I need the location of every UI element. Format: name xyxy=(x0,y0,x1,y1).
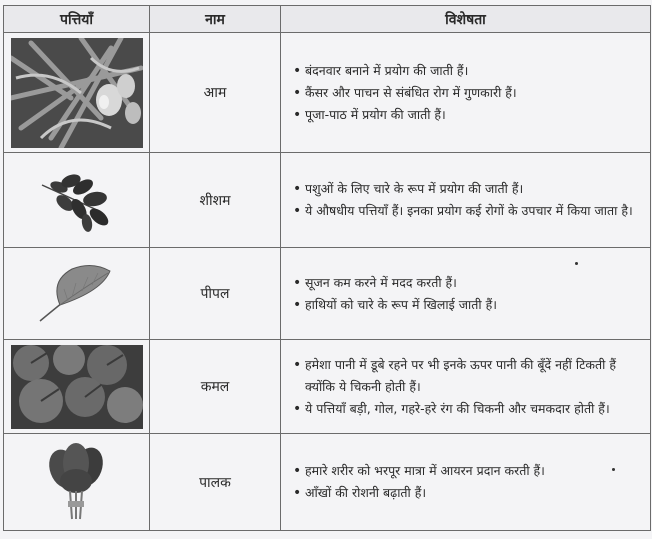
feature-item: • हमेशा पानी में डूबे रहने पर भी इनके ऊपर पानी की बूँदें नहीं टिकती हैं क्योंकि ये चिकनी होती हैं। xyxy=(293,354,642,398)
speck xyxy=(575,262,578,265)
image-cell xyxy=(4,153,150,248)
feature-list xyxy=(281,268,650,320)
leaf-name: पीपल xyxy=(150,248,281,340)
feature-item: • पशुओं के लिए चारे के रूप में प्रयोग की जाती हैं। xyxy=(293,178,642,200)
image-cell xyxy=(4,434,150,531)
table-row xyxy=(4,153,651,248)
feature-list xyxy=(281,350,650,424)
mango-leaves-photo xyxy=(11,38,143,148)
sheesham-leaves-photo xyxy=(37,165,117,235)
table-row xyxy=(4,33,651,153)
feature-item: • हमारे शरीर को भरपूर मात्रा में आयरन प्रदान करती हैं। xyxy=(293,460,642,482)
lotus-leaves-photo xyxy=(11,345,143,429)
table-row xyxy=(4,434,651,531)
feature-item: • पूजा-पाठ में प्रयोग की जाती हैं। xyxy=(293,104,642,126)
leaf-name: कमल xyxy=(150,340,281,434)
feature-cell xyxy=(281,340,651,434)
feature-item: • ये पत्तियाँ बड़ी, गोल, गहरे-हरे रंग की चिकनी और चमकदार होती हैं। xyxy=(293,398,642,420)
feature-list xyxy=(281,56,650,130)
table-row xyxy=(4,340,651,434)
feature-cell xyxy=(281,434,651,531)
header-name: नाम xyxy=(150,6,281,33)
feature-item: • कैंसर और पाचन से संबंधित रोग में गुणकारी हैं। xyxy=(293,82,642,104)
leaf-features-table xyxy=(3,5,651,531)
feature-item: • ये औषधीय पत्तियाँ हैं। इनका प्रयोग कई रोगों के उपचार में किया जाता है। xyxy=(293,200,642,222)
table-header-row xyxy=(4,6,651,33)
image-cell xyxy=(4,33,150,153)
feature-item: • सूजन कम करने में मदद करती हैं। xyxy=(293,272,642,294)
image-cell xyxy=(4,248,150,340)
image-cell xyxy=(4,340,150,434)
feature-cell xyxy=(281,248,651,340)
leaf-name: शीशम xyxy=(150,153,281,248)
header-feature: विशेषता xyxy=(281,6,651,33)
speck xyxy=(612,468,615,471)
table-row xyxy=(4,248,651,340)
feature-item: • हाथियों को चारे के रूप में खिलाई जाती हैं। xyxy=(293,294,642,316)
leaf-name: पालक xyxy=(150,434,281,531)
peepal-leaf-photo xyxy=(32,261,122,327)
header-leaves: पत्तियाँ xyxy=(4,6,150,33)
feature-cell xyxy=(281,33,651,153)
feature-list xyxy=(281,174,650,226)
spinach-bunch-photo xyxy=(42,441,112,523)
feature-item: • बंदनवार बनाने में प्रयोग की जाती हैं। xyxy=(293,60,642,82)
feature-list xyxy=(281,456,650,508)
feature-cell xyxy=(281,153,651,248)
leaf-name: आम xyxy=(150,33,281,153)
feature-item: • आँखों की रोशनी बढ़ाती हैं। xyxy=(293,482,642,504)
